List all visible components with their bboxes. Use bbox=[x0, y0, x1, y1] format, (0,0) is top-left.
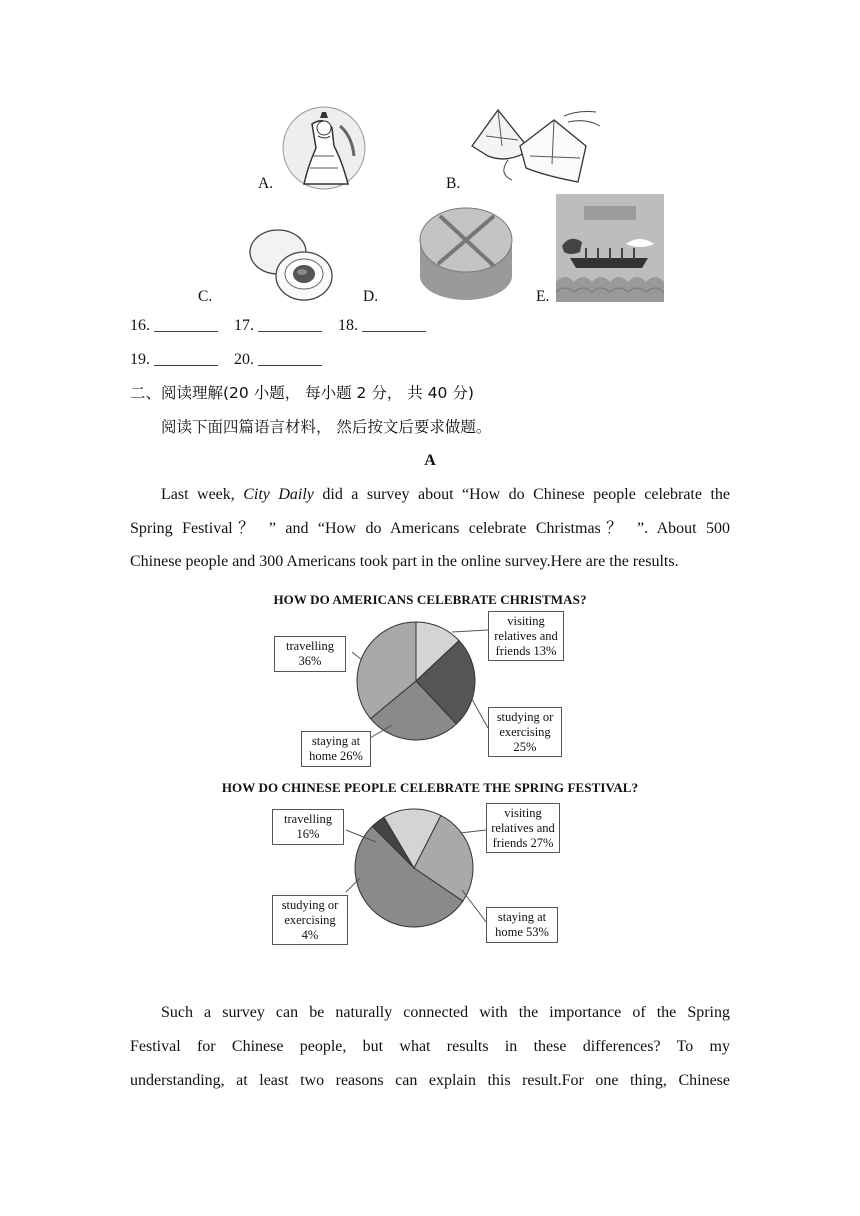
chart1-label-home: staying at home 26% bbox=[301, 731, 371, 767]
answer-blanks-row1: 16. ________ 17. ________ 18. ________ bbox=[130, 317, 426, 334]
option-a-label: A. bbox=[258, 175, 274, 192]
section-heading: 二、阅读理解(20 小题， 每小题 2 分， 共 40 分) bbox=[130, 384, 474, 402]
chart2-svg bbox=[0, 790, 860, 960]
chart2-label-travelling: travelling 16% bbox=[272, 809, 344, 845]
chart2-label-studying: studying or exercising 4% bbox=[272, 895, 348, 945]
passage-p1-line3: Chinese people and 300 Americans took part in the online survey.Here are the results. bbox=[130, 553, 679, 570]
passage-p2-line1: Such a survey can be naturally connected with the importance of the Spring bbox=[161, 1004, 730, 1021]
option-d-label: D. bbox=[363, 288, 379, 305]
passage-p2-line2: Festival for Chinese people, but what results in these differences? To my bbox=[130, 1038, 730, 1055]
passage-p1-line1: Last week, City Daily did a survey about “How do Chinese people celebrate the bbox=[161, 486, 730, 503]
salted-egg-icon bbox=[248, 226, 336, 302]
chart2-title: HOW DO CHINESE PEOPLE CELEBRATE THE SPRING FESTIVAL? bbox=[221, 780, 639, 795]
chart1-label-visiting: visiting relatives and friends 13% bbox=[488, 611, 564, 661]
newspaper-name: City Daily bbox=[243, 486, 314, 503]
option-e-label: E. bbox=[536, 288, 550, 305]
chart1-label-studying: studying or exercising 25% bbox=[488, 707, 562, 757]
chart1-title: HOW DO AMERICANS CELEBRATE CHRISTMAS? bbox=[273, 592, 587, 607]
option-b-picture bbox=[468, 106, 604, 186]
chart1-svg bbox=[0, 600, 860, 780]
option-c-picture bbox=[248, 226, 336, 302]
passage-p2-line3: understanding, at least two reasons can explain this result.For one thing, Chinese bbox=[130, 1072, 730, 1089]
option-c-label: C. bbox=[198, 288, 213, 305]
dragon-boat-icon bbox=[556, 194, 664, 302]
passage-label: A bbox=[424, 452, 436, 469]
zongzi-icon bbox=[468, 106, 604, 186]
qu-yuan-portrait-icon bbox=[282, 106, 366, 190]
passage-p1-line2: Spring Festival？ ” and “How do Americans celebrate Christmas？ ”. About 500 bbox=[130, 520, 730, 537]
chart2-label-home: staying at home 53% bbox=[486, 907, 558, 943]
option-e-picture bbox=[556, 194, 664, 302]
chart1-label-travelling: travelling 36% bbox=[274, 636, 346, 672]
chart2-label-visiting: visiting relatives and friends 27% bbox=[486, 803, 560, 853]
option-a-picture bbox=[282, 106, 366, 190]
drum-icon bbox=[416, 204, 516, 302]
section-instruction: 阅读下面四篇语言材料， 然后按文后要求做题。 bbox=[161, 418, 492, 436]
option-b-label: B. bbox=[446, 175, 461, 192]
option-d-picture bbox=[416, 204, 516, 302]
answer-blanks-row2: 19. ________ 20. ________ bbox=[130, 351, 322, 368]
